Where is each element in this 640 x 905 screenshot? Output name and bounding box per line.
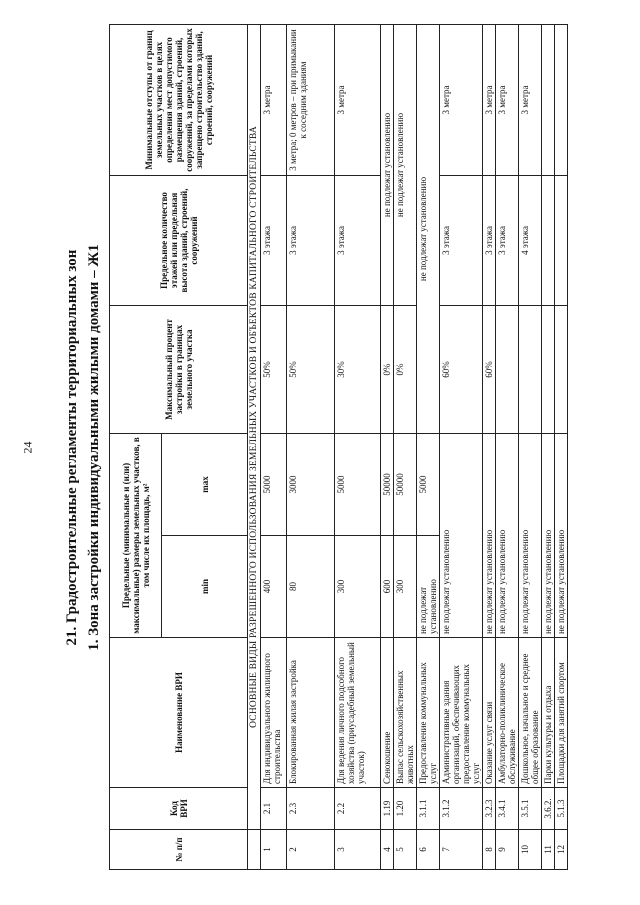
table-row: [483, 24, 496, 869]
row-floors: 3 этажа: [440, 175, 483, 305]
row-size: не подлежат установлению: [542, 433, 555, 637]
row-num: 9: [496, 830, 519, 870]
row-name: Для ведения личного подсобного хозяйства (приусадебный земельный участок): [335, 638, 381, 788]
row-num: 2: [287, 830, 335, 870]
row-size: не подлежат установлению: [555, 433, 568, 637]
row-code: 3.5.1: [519, 788, 542, 830]
table-row: [542, 24, 555, 869]
row-percent: 50%: [287, 305, 335, 433]
row-num: 3: [335, 830, 381, 870]
row-setback: 3 метра: [261, 24, 287, 175]
row-floors: 4 этажа: [519, 175, 542, 305]
row-code: 3.2.3: [483, 788, 496, 830]
row-code: 3.1.2: [440, 788, 483, 830]
row-num: 12: [555, 830, 568, 870]
row-num: 1: [261, 830, 287, 870]
row-min: 300: [335, 536, 381, 638]
row-code: 3.6.2.: [542, 788, 555, 830]
row-name: Дошкольное, начальное и среднее общее образование: [519, 638, 542, 788]
row-max: 5000: [335, 433, 381, 535]
row-percent: 30%: [335, 305, 381, 433]
row-num: 8: [483, 830, 496, 870]
table-row: [394, 24, 417, 869]
col-floors: Предельное количество этажей или предельная высота зданий, строений, сооружений: [110, 175, 248, 305]
table-row: [519, 24, 542, 869]
row-num: 10: [519, 830, 542, 870]
row-percent: 60%: [483, 305, 496, 433]
row-percent: 0%: [381, 305, 394, 433]
row-code: 1.20: [394, 788, 417, 830]
row-num: 6: [417, 830, 440, 870]
table-row: [417, 24, 440, 869]
row-min: не подлежат установлению: [417, 536, 440, 638]
row-name: Амбулаторно-поликлиническое обслуживание: [496, 638, 519, 788]
row-setback: 3 метра: [519, 24, 542, 175]
row-max: 5000: [261, 433, 287, 535]
col-num: № п/п: [110, 830, 248, 870]
table-row: [335, 24, 381, 869]
row-floors-setback: не подлежат установлению: [394, 24, 417, 305]
col-percent: Максимальный процент застройки в границах земельного участка: [110, 305, 248, 433]
table-row: [381, 24, 394, 869]
table-row: [440, 24, 483, 869]
page-title: 21. Градостроительные регламенты территориальных зон: [64, 249, 80, 646]
row-size: не подлежат установлению: [519, 433, 542, 637]
regulations-table: [109, 24, 568, 870]
row-num: 11: [542, 830, 555, 870]
row-floors: 3 этажа: [287, 175, 335, 305]
row-setback: 3 метра: [335, 24, 381, 175]
row-floors: 3 этажа: [496, 175, 519, 305]
row-setback: 3 метра: [483, 24, 496, 175]
col-size-group: Предельные (минимальные и (или) максимальные) размеры земельных участков, в том числе их площадь, м²: [110, 433, 162, 637]
row-percent: 50%: [261, 305, 287, 433]
row-setback: 3 метра; 0 метров – при примыкании к соседним зданиям: [287, 24, 335, 175]
col-max: max: [162, 433, 248, 535]
row-code: 3.4.1: [496, 788, 519, 830]
row-code: 2.3: [287, 788, 335, 830]
row-min: 400: [261, 536, 287, 638]
row-code: 2.1: [261, 788, 287, 830]
table-row: [261, 24, 287, 869]
col-setback: Минимальные отступы от границ земельных участков в целях определения мест допустимого размещения зданий, строений, сооружений, за пределами которых запрещено строительство зданий, строений, сооружений: [110, 24, 248, 175]
row-floors: 3 этажа: [261, 175, 287, 305]
table-row: [555, 24, 568, 869]
row-num: 4: [381, 830, 394, 870]
row-percent: [519, 305, 542, 433]
row-code: 2.2: [335, 788, 381, 830]
row-name: Блокированная жилая застройка: [287, 638, 335, 788]
row-percent: 0%: [394, 305, 417, 433]
table-row: [287, 24, 335, 869]
row-name: Выпас сельскохозяйственных животных: [394, 638, 417, 788]
row-name: Сенокошение: [381, 638, 394, 788]
row-floors-setback: не подлежат установлению: [381, 24, 394, 305]
row-max: 50000: [394, 433, 417, 535]
row-name: Оказание услуг связи: [483, 638, 496, 788]
row-max: 50000: [381, 433, 394, 535]
row-size: не подлежат установлению: [483, 433, 496, 637]
row-size: не подлежат установлению: [440, 433, 483, 637]
page-number: 24: [20, 441, 35, 454]
row-size: не подлежат установлению: [496, 433, 519, 637]
row-name: Парки культуры и отдыха: [542, 638, 555, 788]
row-floors: 3 этажа: [335, 175, 381, 305]
row-code: 5.1.3: [555, 788, 568, 830]
row-setback: 3 метра: [496, 24, 519, 175]
rotated-page: [57, 25, 597, 870]
row-percent: [496, 305, 519, 433]
row-min: 300: [394, 536, 417, 638]
table-row: [496, 24, 519, 869]
row-min: 600: [381, 536, 394, 638]
row-num: 7: [440, 830, 483, 870]
row-name: Административные здания организаций, обеспечивающих предоставление коммунальных услуг: [440, 638, 483, 788]
row-floors: 3 этажа: [483, 175, 496, 305]
row-max: 5000: [417, 433, 440, 535]
row-name: Предоставление коммунальных услуг: [417, 638, 440, 788]
col-min: min: [162, 536, 248, 638]
row-rest: не подлежат установлению: [417, 24, 440, 433]
row-min: 80: [287, 536, 335, 638]
row-setback: 3 метра: [440, 24, 483, 175]
row-name: Для индивидуального жилищного строительства: [261, 638, 287, 788]
row-code: 1.19: [381, 788, 394, 830]
row-percent: 60%: [440, 305, 483, 433]
row-code: 3.1.1: [417, 788, 440, 830]
row-max: 3000: [287, 433, 335, 535]
zone-title: 1. Зона застройки индивидуальными жилыми домами – Ж1: [86, 244, 102, 651]
col-name: Наименование ВРИ: [110, 638, 248, 788]
col-code: Код ВРИ: [110, 788, 248, 830]
section-title: ОСНОВНЫЕ ВИДЫ РАЗРЕШЕННОГО ИСПОЛЬЗОВАНИЯ ЗЕМЕЛЬНЫХ УЧАСТКОВ И ОБЪЕКТОВ КАПИТАЛЬНОГО СТРОИТЕЛЬСТВА: [248, 24, 261, 829]
row-num: 5: [394, 830, 417, 870]
row-name: Площадки для занятий спортом: [555, 638, 568, 788]
